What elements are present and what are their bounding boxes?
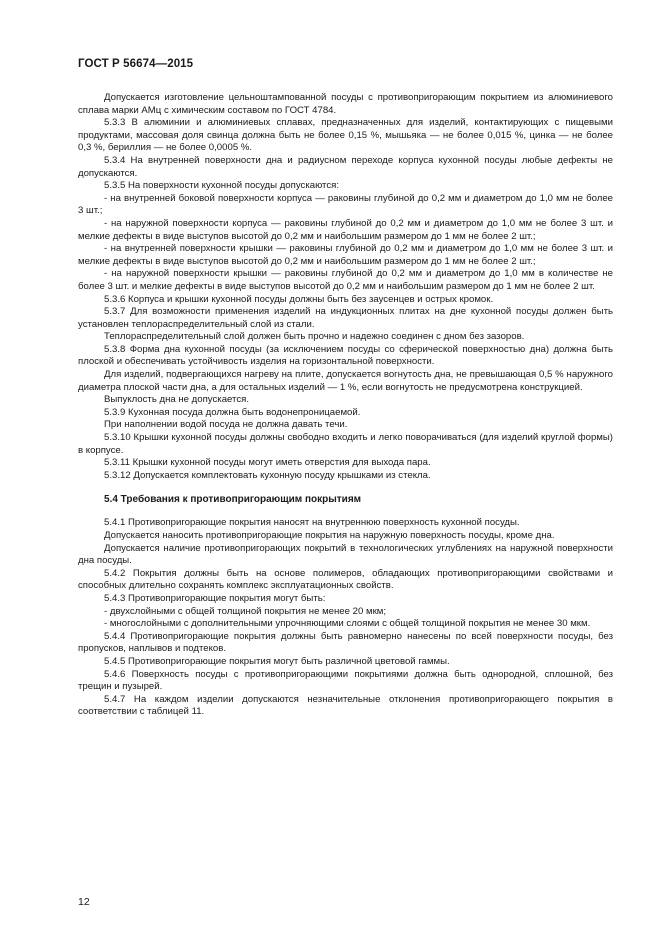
paragraph: Теплораспределительный слой должен быть прочно и надежно соединен с дном без зазоров. (104, 331, 525, 343)
paragraph: Выпуклость дна не допускается. (104, 394, 250, 406)
body-section-5-3 (78, 92, 613, 482)
paragraph: 5.4.2 Покрытия должны быть на основе полимеров, обладающих противопригорающими свойствами и способных длительно сохранять комплекс эксплуатационных свойств. (78, 567, 613, 592)
paragraph: 5.3.5 На поверхности кухонной посуды допускаются: (104, 180, 339, 192)
list-item: - на внутренней боковой поверхности корпуса — раковины глубиной до 0,2 мм и диаметром до 1,0 мм не более 3 шт.; (78, 192, 613, 217)
body-section-5-4 (78, 517, 613, 719)
paragraph: При наполнении водой посуда не должна давать течи. (104, 419, 348, 431)
paragraph: 5.4.6 Поверхность посуды с противопригорающими покрытиями должна быть однородной, сплошной, без трещин и пузырей. (78, 668, 613, 693)
paragraph: 5.4.4 Противопригорающие покрытия должны быть равномерно нанесены по всей поверхности посуды, без пропусков, наплывов и подтеков. (78, 630, 613, 655)
paragraph: 5.3.7 Для возможности применения изделий на индукционных плитах на дне кухонной посуды должен быть установлен теплораспределительный слой из стали. (78, 306, 613, 330)
paragraph: 5.4.1 Противопригорающие покрытия наносят на внутреннюю поверхность кухонной посуды. (104, 517, 520, 529)
paragraph: 5.4.5 Противопригорающие покрытия могут быть различной цветовой гаммы. (104, 655, 450, 667)
paragraph: 5.4.7 На каждом изделии допускаются незначительные отклонения противопригорающего покрытия в соответствии с таблицей 11. (78, 693, 613, 718)
document-header: ГОСТ Р 56674—2015 (78, 58, 194, 70)
paragraph: 5.3.3 В алюминии и алюминиевых сплавах, предназначенных для изделий, контактирующих с пищевыми продуктами, массовая доля свинца должна быть не более 0,15 %, мышьяка — не более 0,015 %, цинка — не более 0,3 %, бериллия — не более 0,0005 %. (78, 117, 613, 154)
paragraph: Допускается наносить противопригорающие покрытия на наружную поверхность посуды, кроме дна. (104, 530, 555, 541)
list-item: - на наружной поверхности корпуса — раковины глубиной до 0,2 мм и диаметром до 1,0 мм не более 3 шт. и мелкие дефекты в виде выступов высотой до 0,2 мм и наибольшим размером до 1 мм не более 2 шт.; (78, 217, 613, 242)
paragraph: Допускается наличие противопригорающих покрытий в технологических углублениях на наружной поверхности дна посуды. (78, 542, 613, 567)
section-heading: 5.4 Требования к противопригорающим покрытиям (104, 494, 362, 506)
paragraph: 5.3.6 Корпуса и крышки кухонной посуды должны быть без заусенцев и острых кромок. (104, 293, 494, 305)
list-item: - на внутренней поверхности крышки — раковины глубиной до 0,2 мм и диаметром до 1,0 мм не более 3 шт. и мелкие дефекты в виде выступов высотой до 0,2 мм и наибольшим размером до 1 мм не более 2 шт.; (78, 243, 613, 267)
paragraph: 5.3.4 На внутренней поверхности дна и радиусном переходе корпуса кухонной посуды любые дефекты не допускаются. (78, 154, 613, 179)
paragraph: 5.3.8 Форма дна кухонной посуды (за исключением посуды со сферической поверхностью дна) должна быть плоской и обеспечивать устойчивость изделия на горизонтальной поверхности. (78, 343, 613, 368)
paragraph: 5.3.10 Крышки кухонной посуды должны свободно входить и легко поворачиваться (для изделий круглой формы) в корпусе. (78, 432, 613, 456)
paragraph: 5.4.3 Противопригорающие покрытия могут быть: (104, 592, 326, 604)
page-number: 12 (78, 896, 90, 908)
list-item: - на наружной поверхности крышки — раковины глубиной до 0,2 мм и диаметром до 1,0 мм в количестве не более 3 шт. и мелкие дефекты в виде выступов высотой до 0,2 мм и наибольшим размером до 1 мм не более 2 шт. (78, 268, 613, 292)
document-page (78, 58, 613, 719)
paragraph: Для изделий, подвергающихся нагреву на плите, допускается вогнутость дна, не превышающая 0,5 % наружного диаметра плоской части дна, а для остальных изделий — 1 %, если вогнутость не предусмотрена конструкцией. (78, 369, 613, 393)
paragraph: 5.3.9 Кухонная посуда должна быть водонепроницаемой. (104, 406, 361, 418)
list-item: - многослойными с дополнительными упрочняющими слоями с общей толщиной покрытия не менее 30 мкм. (104, 618, 591, 630)
paragraph: 5.3.12 Допускается комплектовать кухонную посуду крышками из стекла. (104, 469, 431, 481)
list-item: - двухслойными с общей толщиной покрытия не менее 20 мкм; (104, 605, 387, 617)
paragraph: Допускается изготовление цельноштампованной посуды с противопригорающим покрытием из алюминиевого сплава марки АМц с химическим составом по ГОСТ 4784. (78, 92, 613, 116)
paragraph: 5.3.11 Крышки кухонной посуды могут иметь отверстия для выхода пара. (104, 457, 431, 469)
